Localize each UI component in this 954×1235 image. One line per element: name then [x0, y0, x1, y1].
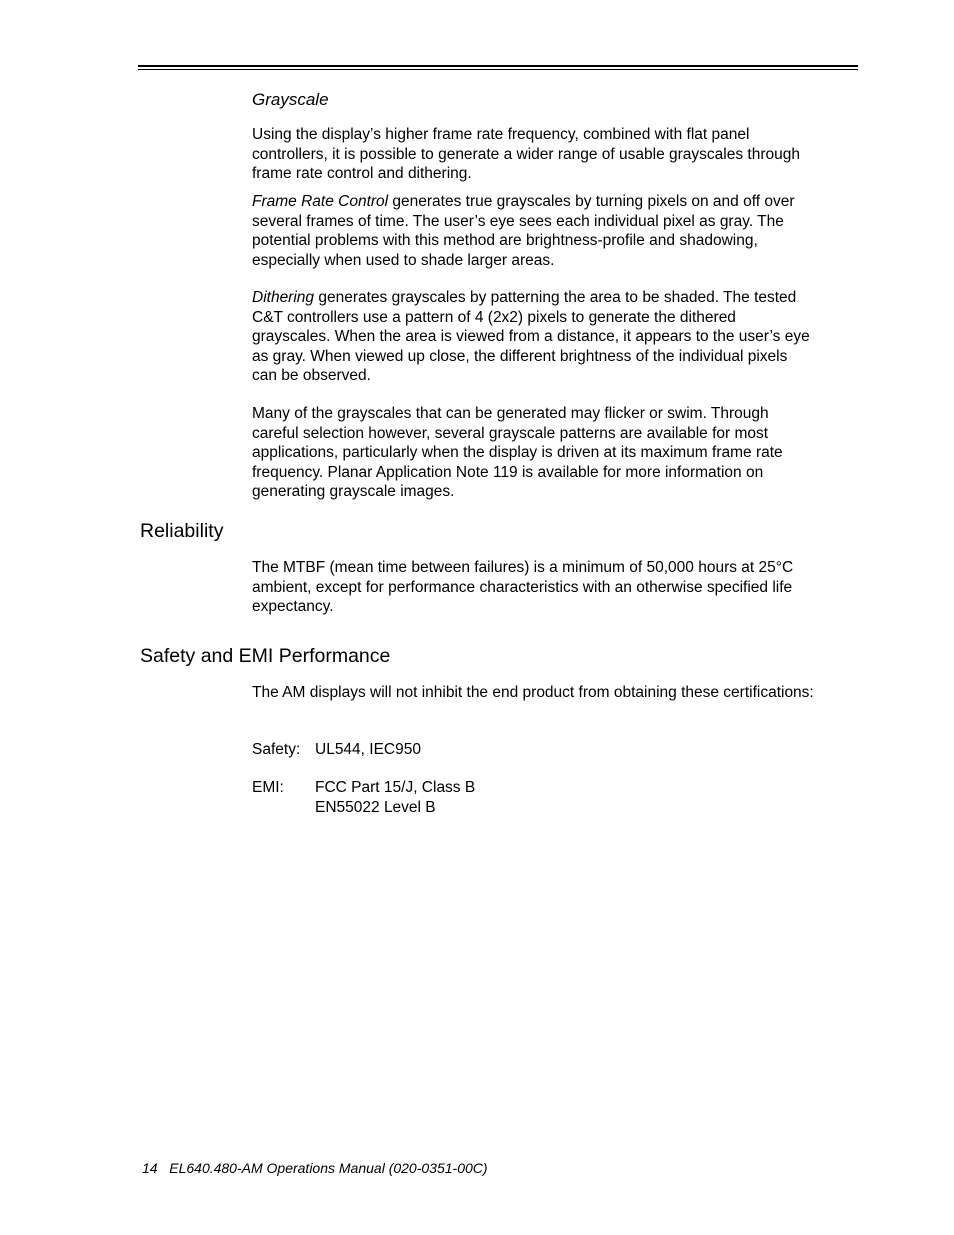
- grayscale-heading: Grayscale: [252, 90, 329, 109]
- header-rule-thin: [138, 69, 858, 70]
- reliability-heading: Reliability: [140, 520, 224, 542]
- page-footer: [142, 1160, 488, 1176]
- cert-value: FCC Part 15/J, Class B: [315, 779, 476, 796]
- dithering-term: Dithering: [252, 289, 315, 306]
- cert-label: EMI:: [252, 779, 284, 796]
- grayscale-para-1: Using the display’s higher frame rate frequency, combined with flat panel controllers, it is possible to generate a wider range of usable grayscales through frame rate control and dithering.: [252, 126, 800, 182]
- footer-text: 14 EL640.480-AM Operations Manual (020-0351-00C): [142, 1160, 488, 1176]
- safety-para: The AM displays will not inhibit the end product from obtaining these certifications:: [252, 684, 814, 701]
- reliability-para: The MTBF (mean time between failures) is a minimum of 50,000 hours at 25°C ambient, except for performance characteristics with an otherwise specified life expectancy.: [252, 559, 794, 615]
- grayscale-para-4: Many of the grayscales that can be generated may flicker or swim. Through careful selection however, several grayscale patterns are available for most applications, particularly when the display is driven at its maximum frame rate frequency. Planar Application Note 119 is available for more information on generating grayscale images.: [252, 405, 783, 500]
- grayscale-para-3: [252, 288, 814, 386]
- cert-value: UL544, IEC950: [315, 741, 421, 758]
- dithering-text: generates grayscales by patterning the area to be shaded. The tested C&T controllers use a pattern of 4 (2x2) pixels to generate the dithered grayscales. When the area is viewed from a distance, it appears to the user’s eye as gray. When viewed up close, the different brightness of the individual pixels can be observed.: [252, 289, 810, 384]
- safety-heading: Safety and EMI Performance: [140, 645, 391, 667]
- grayscale-para-2: [252, 192, 814, 270]
- frame-rate-control-text: generates true grayscales by turning pixels on and off over several frames of time. The user’s eye sees each individual pixel as gray. The potential problems with this method are brightness-profile and shadowing, especially when used to shade larger areas.: [252, 193, 795, 269]
- header-rule: [138, 65, 858, 67]
- cert-value: EN55022 Level B: [315, 799, 436, 816]
- cert-label: Safety:: [252, 741, 301, 758]
- frame-rate-control-term: Frame Rate Control: [252, 193, 389, 210]
